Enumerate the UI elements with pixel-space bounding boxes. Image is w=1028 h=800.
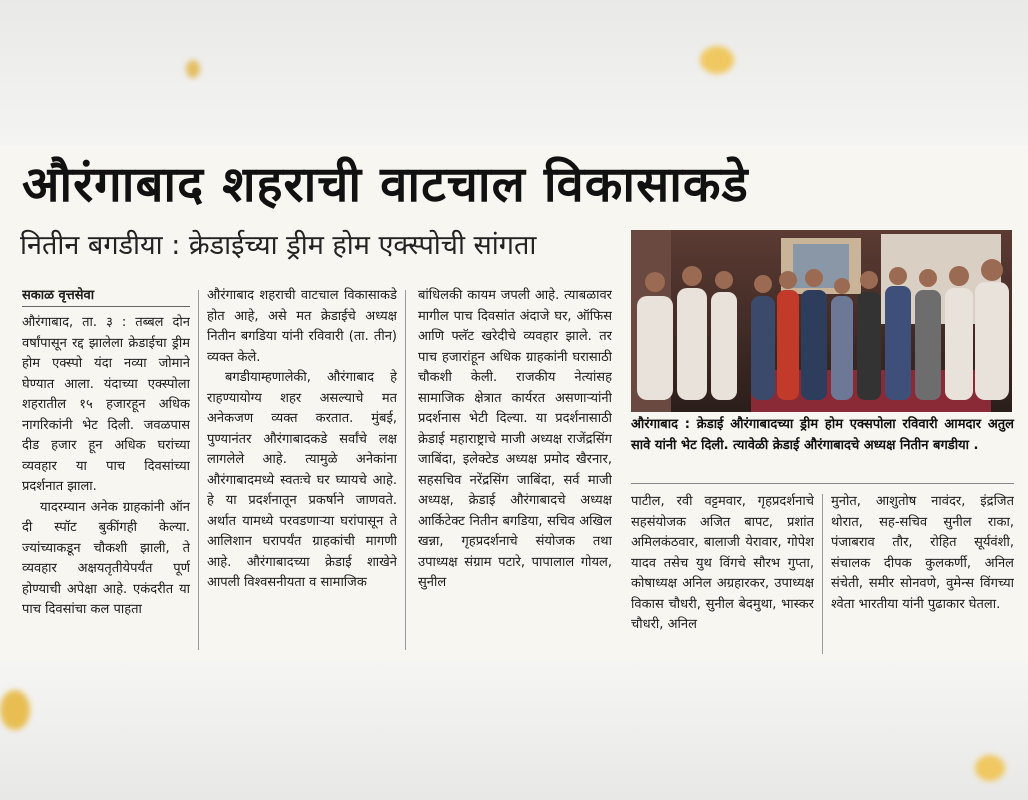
- confetti-blob: [975, 755, 1005, 781]
- column-divider: [822, 494, 823, 654]
- column-divider: [405, 290, 406, 650]
- background-bottom: [0, 662, 1028, 800]
- news-agency-credit: सकाळ वृत्तसेवा: [22, 286, 190, 307]
- background-top: [0, 0, 1028, 145]
- paragraph: यादरम्यान अनेक ग्राहकांनी ऑन दी स्पॉट बुकींगही केल्या. ज्यांच्याकडून चौकशी झाली, ते व्यवहार अक्षयतृतीयेपर्यंत पूर्ण होण्याची अपेक्षा आहे. एकंदरीत या पाच दिवसांचा कल पाहता: [22, 499, 190, 617]
- subheadline: नितीन बगडीया : क्रेडाईच्या ड्रीम होम एक्स्पोची सांगता: [20, 230, 537, 261]
- confetti-blob: [700, 46, 734, 74]
- article-column-2: [207, 286, 397, 656]
- paragraph: पाटील, रवी वट्टमवार, गृहप्रदर्शनाचे सहसंयोजक अजित बापट, प्रशांत अमिलकंठवार, बालाजी येरावार, गोपेश यादव तसेच युथ विंगचे सौरभ गुप्ता, कोषाध्यक्ष अनिल अग्रहारकर, उपाध्यक्ष विकास चौधरी, सुनील बेदमुथा, भास्कर चौधरी, अनिल: [631, 494, 814, 632]
- article-column-5: [831, 492, 1014, 657]
- paragraph: बगडीयाम्हणालेकी, औरंगाबाद हे राहण्यायोग्य शहर असल्याचे मत अनेकजण व्यक्त करतात. मुंबई, पुण्यानंतर औरंगाबादकडे सर्वांचे लक्ष लागलेले आहे. त्यामुळे अनेकांना औरंगाबादमध्ये स्वतःचे घर घ्यायचे आहे. हे या प्रदर्शनातून प्रकर्षाने जाणवते. अर्थात यामध्ये परवडणाऱ्या घरांपासून ते आलिशान घरापर्यंत ग्राहकांची मागणी आहे. औरंगाबादच्या क्रेडाई शाखेने आपली विश्वसनीयता व सामाजिक: [207, 370, 397, 590]
- article-column-4: [631, 492, 814, 657]
- event-photo: [631, 230, 1012, 412]
- paragraph: औरंगाबाद, ता. ३ : तब्बल दोन वर्षांपासून रद्द झालेला क्रेडाईचा ड्रीम होम एक्स्पो यंदा नव्या जोमाने घेण्यात आला. यंदाच्या एक्स्पोला शहरातील १५ हजारहून अधिक नागरिकांनी भेट दिली. जवळपास दीड हजार हून अधिक घरांच्या व्यवहार या पाच दिवसांच्या प्रदर्शनात झाला.: [22, 315, 190, 494]
- caption-divider: [631, 483, 1014, 484]
- paragraph: मुनोत, आशुतोष नावंदर, इंद्रजित थोरात, सह-सचिव सुनील राका, पंजाबराव तौर, रोहित सूर्यवंशी, संचालक दीपक कुलकर्णी, अनिल संचेती, समीर सोनवणे, वुमेन्स विंगच्या श्वेता भारतीया यांनी पुढाकार घेतला.: [831, 494, 1014, 612]
- confetti-blob: [0, 690, 30, 730]
- headline: औरंगाबाद शहराची वाटचाल विकासाकडे: [22, 156, 749, 213]
- paragraph: बांधिलकी कायम जपली आहे. त्याबळावर मागील पाच दिवसांत अंदाजे घर, ऑफिस आणि फ्लॅट खरेदीचे व्यवहार झाले. तर पाच हजारांहून अधिक ग्राहकांनी घरासाठी चौकशी केली. राजकीय नेत्यांसह सामाजिक क्षेत्रात कार्यरत असणाऱ्यांनी प्रदर्शनास भेटी दिल्या. या प्रदर्शनासाठी क्रेडाई महाराष्ट्राचे माजी अध्यक्ष राजेंद्रसिंग जाबिंदा, इलेक्टेड अध्यक्ष प्रमोद खैरनार, सहसचिव नरेंद्रसिंग जाबिंदा, सर्व माजी अध्यक्ष, क्रेडाई औरंगाबादचे अध्यक्ष आर्किटेक्ट नितीन बगडिया, सचिव अखिल खन्ना, गृहप्रदर्शनाचे संयोजक तथा उपाध्यक्ष संग्राम पटारे, पापालाल गोयल, सुनील: [418, 288, 612, 590]
- article-column-1: [22, 286, 190, 656]
- paragraph: औरंगाबाद शहराची वाटचाल विकासाकडे होत आहे, असे मत क्रेडाईचे अध्यक्ष नितीन बगडिया यांनी रविवारी (ता. तीन) व्यक्त केले.: [207, 288, 397, 365]
- confetti-blob: [186, 60, 200, 78]
- article-column-3: [418, 286, 612, 656]
- column-divider: [198, 290, 199, 650]
- photo-caption: औरंगाबाद : क्रेडाई औरंगाबादच्या ड्रीम होम एक्सपोला रविवारी आमदार अतुल सावे यांनी भेट दिली. त्यावेळी क्रेडाई औरंगाबादचे अध्यक्ष नितीन बगडीया .: [631, 417, 1014, 453]
